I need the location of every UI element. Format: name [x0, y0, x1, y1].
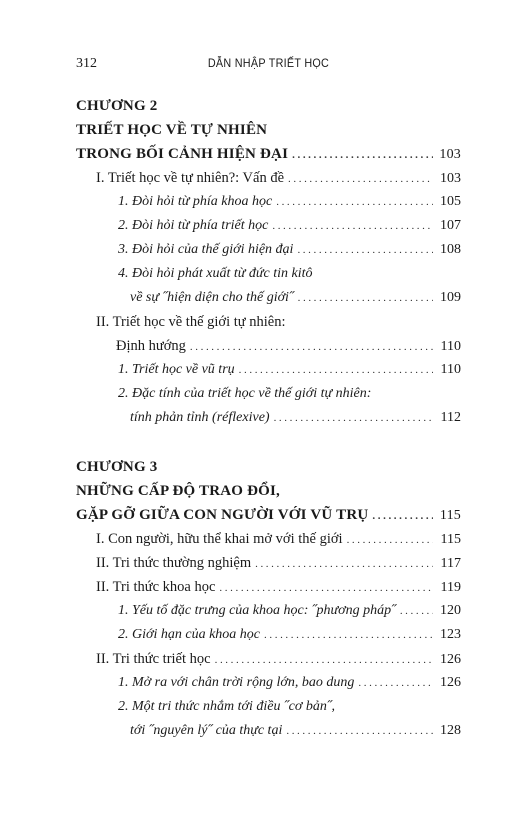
toc-entry: [76, 551, 461, 575]
section-title: II. Tri thức khoa học: [96, 579, 216, 595]
toc-entry: [76, 334, 461, 358]
page-ref: 119: [440, 580, 461, 595]
toc-entry: [76, 527, 461, 551]
table-of-contents: [76, 94, 461, 743]
chapter-label: CHƯƠNG 3: [76, 459, 158, 475]
dot-leader: [288, 167, 433, 191]
dot-leader: [358, 671, 433, 695]
subsection-title: 1. Triết học về vũ trụ: [118, 362, 235, 377]
subsection-title: 3. Đòi hỏi của thế giới hiện đại: [118, 242, 294, 257]
toc-entry: [76, 503, 461, 527]
page-ref: 117: [440, 556, 461, 571]
page-ref: 115: [440, 532, 461, 547]
spacer: [76, 430, 461, 455]
toc-entry: [76, 238, 461, 262]
chapter-title-line: NHỮNG CẤP ĐỘ TRAO ĐỔI,: [76, 483, 280, 499]
subsection-title-cont: tính phản tỉnh (réflexive): [130, 410, 270, 425]
running-title: DẪN NHẬP TRIẾT HỌC: [207, 56, 330, 70]
dot-leader: [276, 190, 433, 214]
subsection-title: 2. Đặc tính của triết học về thế giới tự nhiên:: [118, 386, 372, 401]
dot-leader: [215, 648, 433, 672]
toc-entry: [76, 671, 461, 695]
toc-entry: [76, 406, 461, 430]
page-number: 312: [76, 56, 97, 71]
toc-entry: [76, 190, 461, 214]
toc-entry: [76, 719, 461, 743]
page-ref: 115: [439, 508, 461, 523]
section-title: II. Tri thức thường nghiệm: [96, 555, 252, 571]
toc-entry-line: [76, 382, 461, 406]
toc-entry: [76, 214, 461, 238]
page-ref: 108: [440, 242, 461, 257]
subsection-title: 1. Yếu tố đặc trưng của khoa học: ˝phương pháp˝: [118, 603, 396, 618]
section-title: I. Triết học về tự nhiên?: Vấn đề: [96, 170, 285, 186]
page-ref: 112: [440, 410, 461, 425]
dot-leader: [255, 552, 433, 576]
page-ref: 103: [440, 171, 461, 186]
toc-entry: [76, 623, 461, 647]
dot-leader: [297, 238, 433, 262]
dot-leader: [347, 528, 433, 552]
toc-entry: [76, 575, 461, 599]
subsection-title-cont: tới ˝nguyên lý˝ của thực tại: [130, 723, 283, 738]
page-ref: 103: [439, 147, 461, 162]
page-ref: 120: [440, 603, 461, 618]
page-header: [76, 56, 461, 74]
section-title-cont: Định hướng: [116, 338, 186, 354]
toc-entry: [76, 358, 461, 382]
dot-leader: [219, 576, 433, 600]
chapter-title-line: TRONG BỐI CẢNH HIỆN ĐẠI: [76, 146, 289, 162]
page-ref: 107: [440, 218, 461, 233]
toc-entry: [76, 166, 461, 190]
toc-entry-line: [76, 310, 461, 334]
subsection-title-cont: về sự ˝hiện diện cho thế giới˝: [130, 290, 294, 305]
chapter-title-line: GẶP GỠ GIỮA CON NGƯỜI VỚI VŨ TRỤ: [76, 507, 369, 523]
dot-leader: [272, 214, 433, 238]
page-ref: 110: [440, 362, 461, 377]
dot-leader: [298, 286, 433, 310]
dot-leader: [372, 504, 433, 528]
toc-entry: [76, 286, 461, 310]
subsection-title: 2. Giới hạn của khoa học: [118, 627, 261, 642]
page-ref: 110: [440, 339, 461, 354]
dot-leader: [292, 143, 433, 167]
dot-leader: [286, 719, 433, 743]
page-ref: 128: [440, 723, 461, 738]
toc-entry-line: [76, 695, 461, 719]
dot-leader: [190, 335, 433, 359]
page-ref: 105: [440, 194, 461, 209]
toc-entry-line: [76, 262, 461, 286]
page-ref: 123: [440, 627, 461, 642]
page-ref: 126: [440, 652, 461, 667]
dot-leader: [239, 358, 433, 382]
subsection-title: 1. Mở ra với chân trời rộng lớn, bao dung: [118, 675, 355, 690]
section-title: II. Tri thức triết học: [96, 651, 211, 667]
subsection-title: 2. Một tri thức nhắm tới điều ˝cơ bản˝,: [118, 699, 335, 714]
page-ref: 126: [440, 675, 461, 690]
toc-entry: [76, 599, 461, 623]
page-ref: 109: [440, 290, 461, 305]
dot-leader: [274, 406, 433, 430]
chapter-label: CHƯƠNG 2: [76, 98, 158, 114]
section-title: I. Con người, hữu thể khai mở với thế giới: [96, 531, 343, 547]
toc-entry: [76, 647, 461, 671]
toc-entry: [76, 142, 461, 166]
subsection-title: 2. Đòi hỏi từ phía triết học: [118, 218, 269, 233]
subsection-title: 4. Đòi hỏi phát xuất từ đức tin kitô: [118, 266, 313, 281]
section-title: II. Triết học về thế giới tự nhiên:: [96, 314, 286, 330]
chapter-title-line: TRIẾT HỌC VỀ TỰ NHIÊN: [76, 122, 268, 138]
dot-leader: [264, 623, 433, 647]
subsection-title: 1. Đòi hỏi từ phía khoa học: [118, 194, 273, 209]
dot-leader: [400, 599, 433, 623]
